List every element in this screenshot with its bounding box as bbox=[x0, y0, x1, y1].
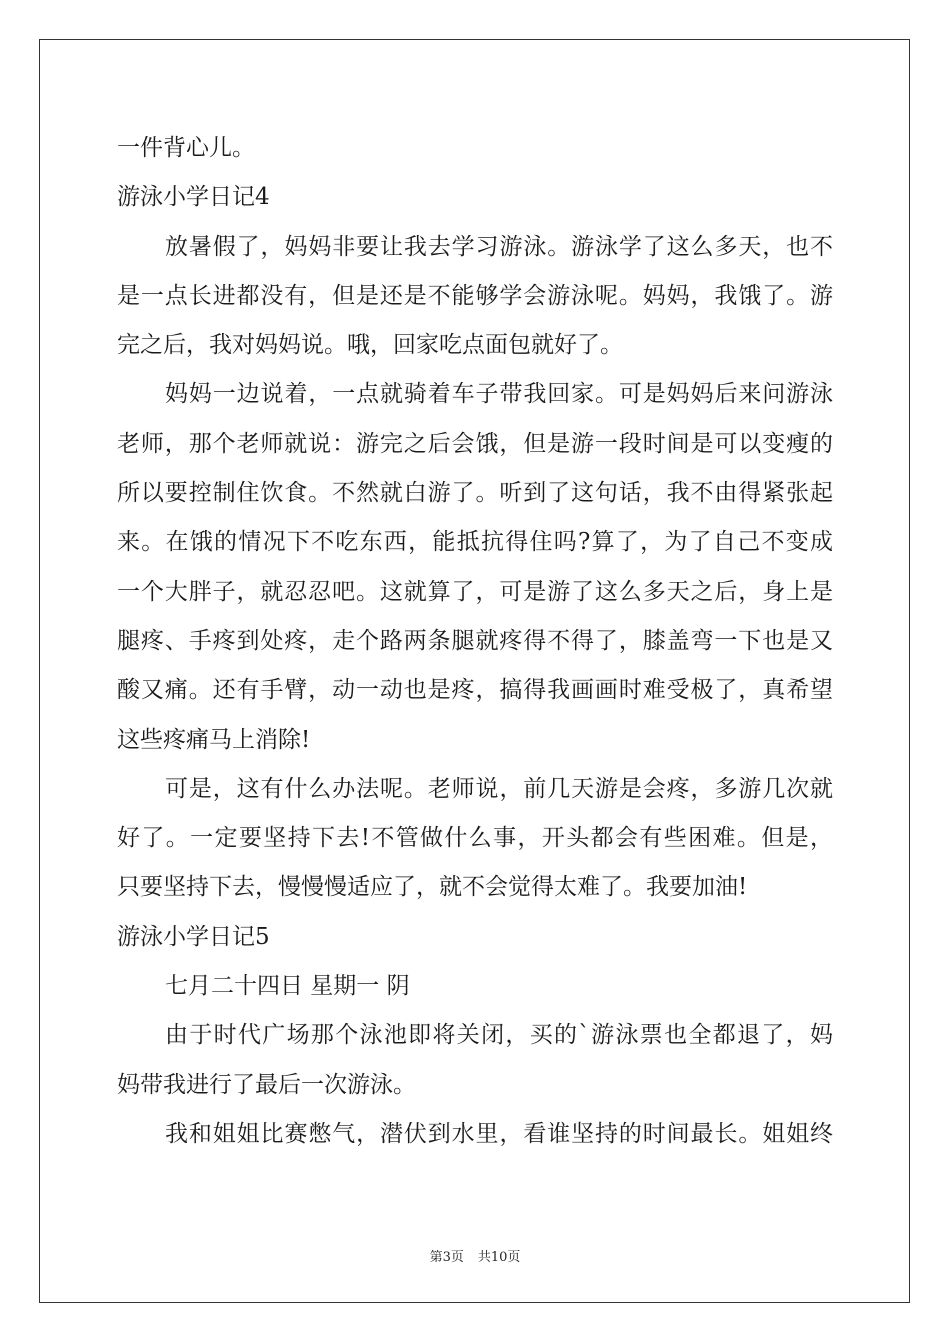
text-line: 这些疼痛马上消除! bbox=[117, 726, 311, 753]
text-line: 妈妈一边说着，一点就骑着车子带我回家。可是妈妈后来问游泳 bbox=[165, 381, 833, 408]
text-line: 放暑假了，妈妈非要让我去学习游泳。游泳学了这么多天，也不 bbox=[165, 233, 833, 260]
section-heading: 游泳小学日记4 bbox=[117, 184, 270, 211]
text-line: 可是，这有什么办法呢。老师说，前几天游是会疼，多游几次就 bbox=[165, 775, 833, 802]
text-line: 所以要控制住饮食。不然就白游了。听到了这句话，我不由得紧张起 bbox=[117, 480, 833, 507]
text-line: 酸又痛。还有手臂，动一动也是疼，搞得我画画时难受极了，真希望 bbox=[117, 677, 833, 704]
text-line: 是一点长进都没有，但是还是不能够学会游泳呢。妈妈，我饿了。游 bbox=[117, 282, 833, 309]
document-body bbox=[117, 124, 833, 1159]
section-heading: 游泳小学日记5 bbox=[117, 923, 270, 950]
text-line: 一个大胖子，就忍忍吧。这就算了，可是游了这么多天之后，身上是 bbox=[117, 578, 833, 605]
text-line: 七月二十四日 星期一 阴 bbox=[165, 973, 410, 1000]
page-total: 共10页 bbox=[477, 1250, 521, 1265]
text-line: 来。在饿的情况下不吃东西，能抵抗得住吗?算了，为了自己不变成 bbox=[117, 529, 833, 556]
text-line: 妈带我进行了最后一次游泳。 bbox=[117, 1071, 416, 1098]
text-line: 一件背心儿。 bbox=[117, 135, 255, 161]
page-number: 第3页 bbox=[429, 1250, 464, 1265]
text-line: 由于时代广场那个泳池即将关闭，买的`游泳票也全都退了，妈 bbox=[165, 1022, 833, 1049]
text-line: 老师，那个老师就说：游完之后会饿，但是游一段时间是可以变瘦的 bbox=[117, 430, 833, 457]
text-line: 我和姐姐比赛憋气，潜伏到水里，看谁坚持的时间最长。姐姐终 bbox=[165, 1120, 833, 1147]
text-line: 只要坚持下去，慢慢慢适应了，就不会觉得太难了。我要加油! bbox=[117, 874, 748, 901]
text-line: 完之后，我对妈妈说。哦，回家吃点面包就好了。 bbox=[117, 332, 623, 359]
page-footer bbox=[0, 1246, 950, 1265]
text-line: 好了。一定要坚持下去!不管做什么事，开头都会有些困难。但是， bbox=[117, 825, 833, 852]
text-line: 腿疼、手疼到处疼，走个路两条腿就疼得不得了，膝盖弯一下也是又 bbox=[117, 627, 833, 654]
